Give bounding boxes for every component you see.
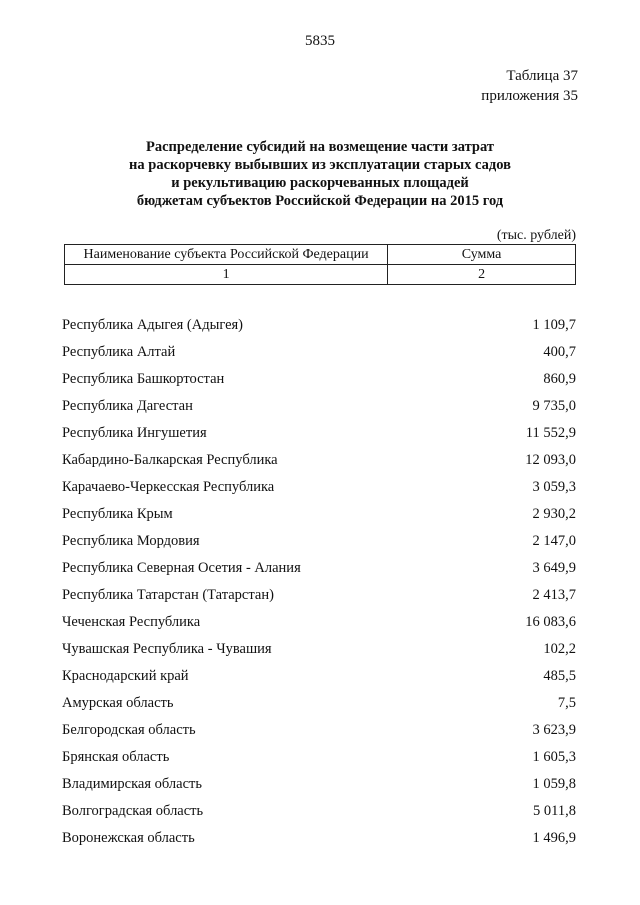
region-name: Республика Мордовия bbox=[62, 533, 200, 549]
region-name: Кабардино-Балкарская Республика bbox=[62, 452, 278, 468]
region-amount: 1 496,9 bbox=[532, 830, 576, 846]
region-name: Чувашская Республика - Чувашия bbox=[62, 641, 272, 657]
table-row bbox=[62, 744, 576, 771]
header-cell-name: Наименование субъекта Российской Федерации bbox=[65, 245, 388, 265]
table-reference-line-2: приложения 35 bbox=[481, 88, 578, 104]
table-row bbox=[62, 420, 576, 447]
table-row bbox=[62, 501, 576, 528]
region-name: Республика Башкортостан bbox=[62, 371, 225, 387]
column-number-2: 2 bbox=[388, 265, 576, 285]
region-name: Республика Дагестан bbox=[62, 398, 193, 414]
region-name: Владимирская область bbox=[62, 776, 202, 792]
region-amount: 1 109,7 bbox=[532, 317, 576, 333]
table-row bbox=[62, 474, 576, 501]
table-reference-line-1: Таблица 37 bbox=[506, 68, 578, 84]
region-amount: 7,5 bbox=[557, 695, 576, 711]
region-name: Карачаево-Черкесская Республика bbox=[62, 479, 275, 495]
region-amount: 12 093,0 bbox=[525, 452, 576, 468]
region-amount: 1 605,3 bbox=[532, 749, 576, 765]
region-amount: 9 735,0 bbox=[532, 398, 576, 414]
region-amount: 3 649,9 bbox=[532, 560, 576, 576]
table-body bbox=[62, 312, 576, 852]
region-name: Республика Ингушетия bbox=[62, 425, 207, 441]
page-number: 5835 bbox=[305, 33, 335, 49]
table-row bbox=[62, 825, 576, 852]
region-name: Белгородская область bbox=[62, 722, 196, 738]
region-name: Чеченская Республика bbox=[62, 614, 201, 630]
region-amount: 3 623,9 bbox=[532, 722, 576, 738]
table-row bbox=[62, 798, 576, 825]
units-label: (тыс. рублей) bbox=[496, 228, 576, 243]
region-name: Волгоградская область bbox=[62, 803, 204, 819]
column-number-1: 1 bbox=[65, 265, 388, 285]
table-row bbox=[62, 690, 576, 717]
region-amount: 2 147,0 bbox=[532, 533, 576, 549]
title-line-4: бюджетам субъектов Российской Федерации на 2015 год bbox=[136, 193, 504, 209]
document-title bbox=[60, 138, 580, 210]
title-line-3: и рекультивацию раскорчеванных площадей bbox=[171, 175, 469, 191]
region-amount: 2 413,7 bbox=[532, 587, 576, 603]
region-amount: 1 059,8 bbox=[532, 776, 576, 792]
region-amount: 102,2 bbox=[543, 641, 576, 657]
region-name: Амурская область bbox=[62, 695, 174, 711]
region-name: Республика Адыгея (Адыгея) bbox=[62, 317, 244, 333]
table-header bbox=[64, 244, 576, 285]
table-row bbox=[62, 609, 576, 636]
region-amount: 860,9 bbox=[543, 371, 576, 387]
table-row bbox=[62, 393, 576, 420]
table-row bbox=[62, 528, 576, 555]
table-row bbox=[62, 339, 576, 366]
region-name: Республика Крым bbox=[62, 506, 173, 522]
region-amount: 2 930,2 bbox=[532, 506, 576, 522]
table-row bbox=[62, 663, 576, 690]
header-row bbox=[65, 245, 576, 265]
table-row bbox=[62, 717, 576, 744]
region-amount: 16 083,6 bbox=[525, 614, 576, 630]
table-row bbox=[62, 582, 576, 609]
table-row bbox=[62, 636, 576, 663]
header-cell-amount: Сумма bbox=[388, 245, 576, 265]
region-amount: 400,7 bbox=[543, 344, 576, 360]
region-name: Республика Алтай bbox=[62, 344, 176, 360]
region-name: Брянская область bbox=[62, 749, 170, 765]
region-amount: 3 059,3 bbox=[532, 479, 576, 495]
region-amount: 5 011,8 bbox=[533, 803, 576, 819]
table-row bbox=[62, 771, 576, 798]
region-name: Воронежская область bbox=[62, 830, 195, 846]
region-name: Республика Северная Осетия - Алания bbox=[62, 560, 301, 576]
region-name: Краснодарский край bbox=[62, 668, 189, 684]
region-name: Республика Татарстан (Татарстан) bbox=[62, 587, 274, 603]
table-row bbox=[62, 447, 576, 474]
table-row bbox=[62, 312, 576, 339]
table-reference bbox=[481, 66, 578, 106]
table-row bbox=[62, 366, 576, 393]
table-row bbox=[62, 555, 576, 582]
column-number-row bbox=[65, 265, 576, 285]
region-amount: 11 552,9 bbox=[525, 425, 576, 441]
title-line-1: Распределение субсидий на возмещение части затрат bbox=[146, 139, 494, 155]
region-amount: 485,5 bbox=[543, 668, 576, 684]
title-line-2: на раскорчевку выбывших из эксплуатации старых садов bbox=[129, 157, 511, 173]
